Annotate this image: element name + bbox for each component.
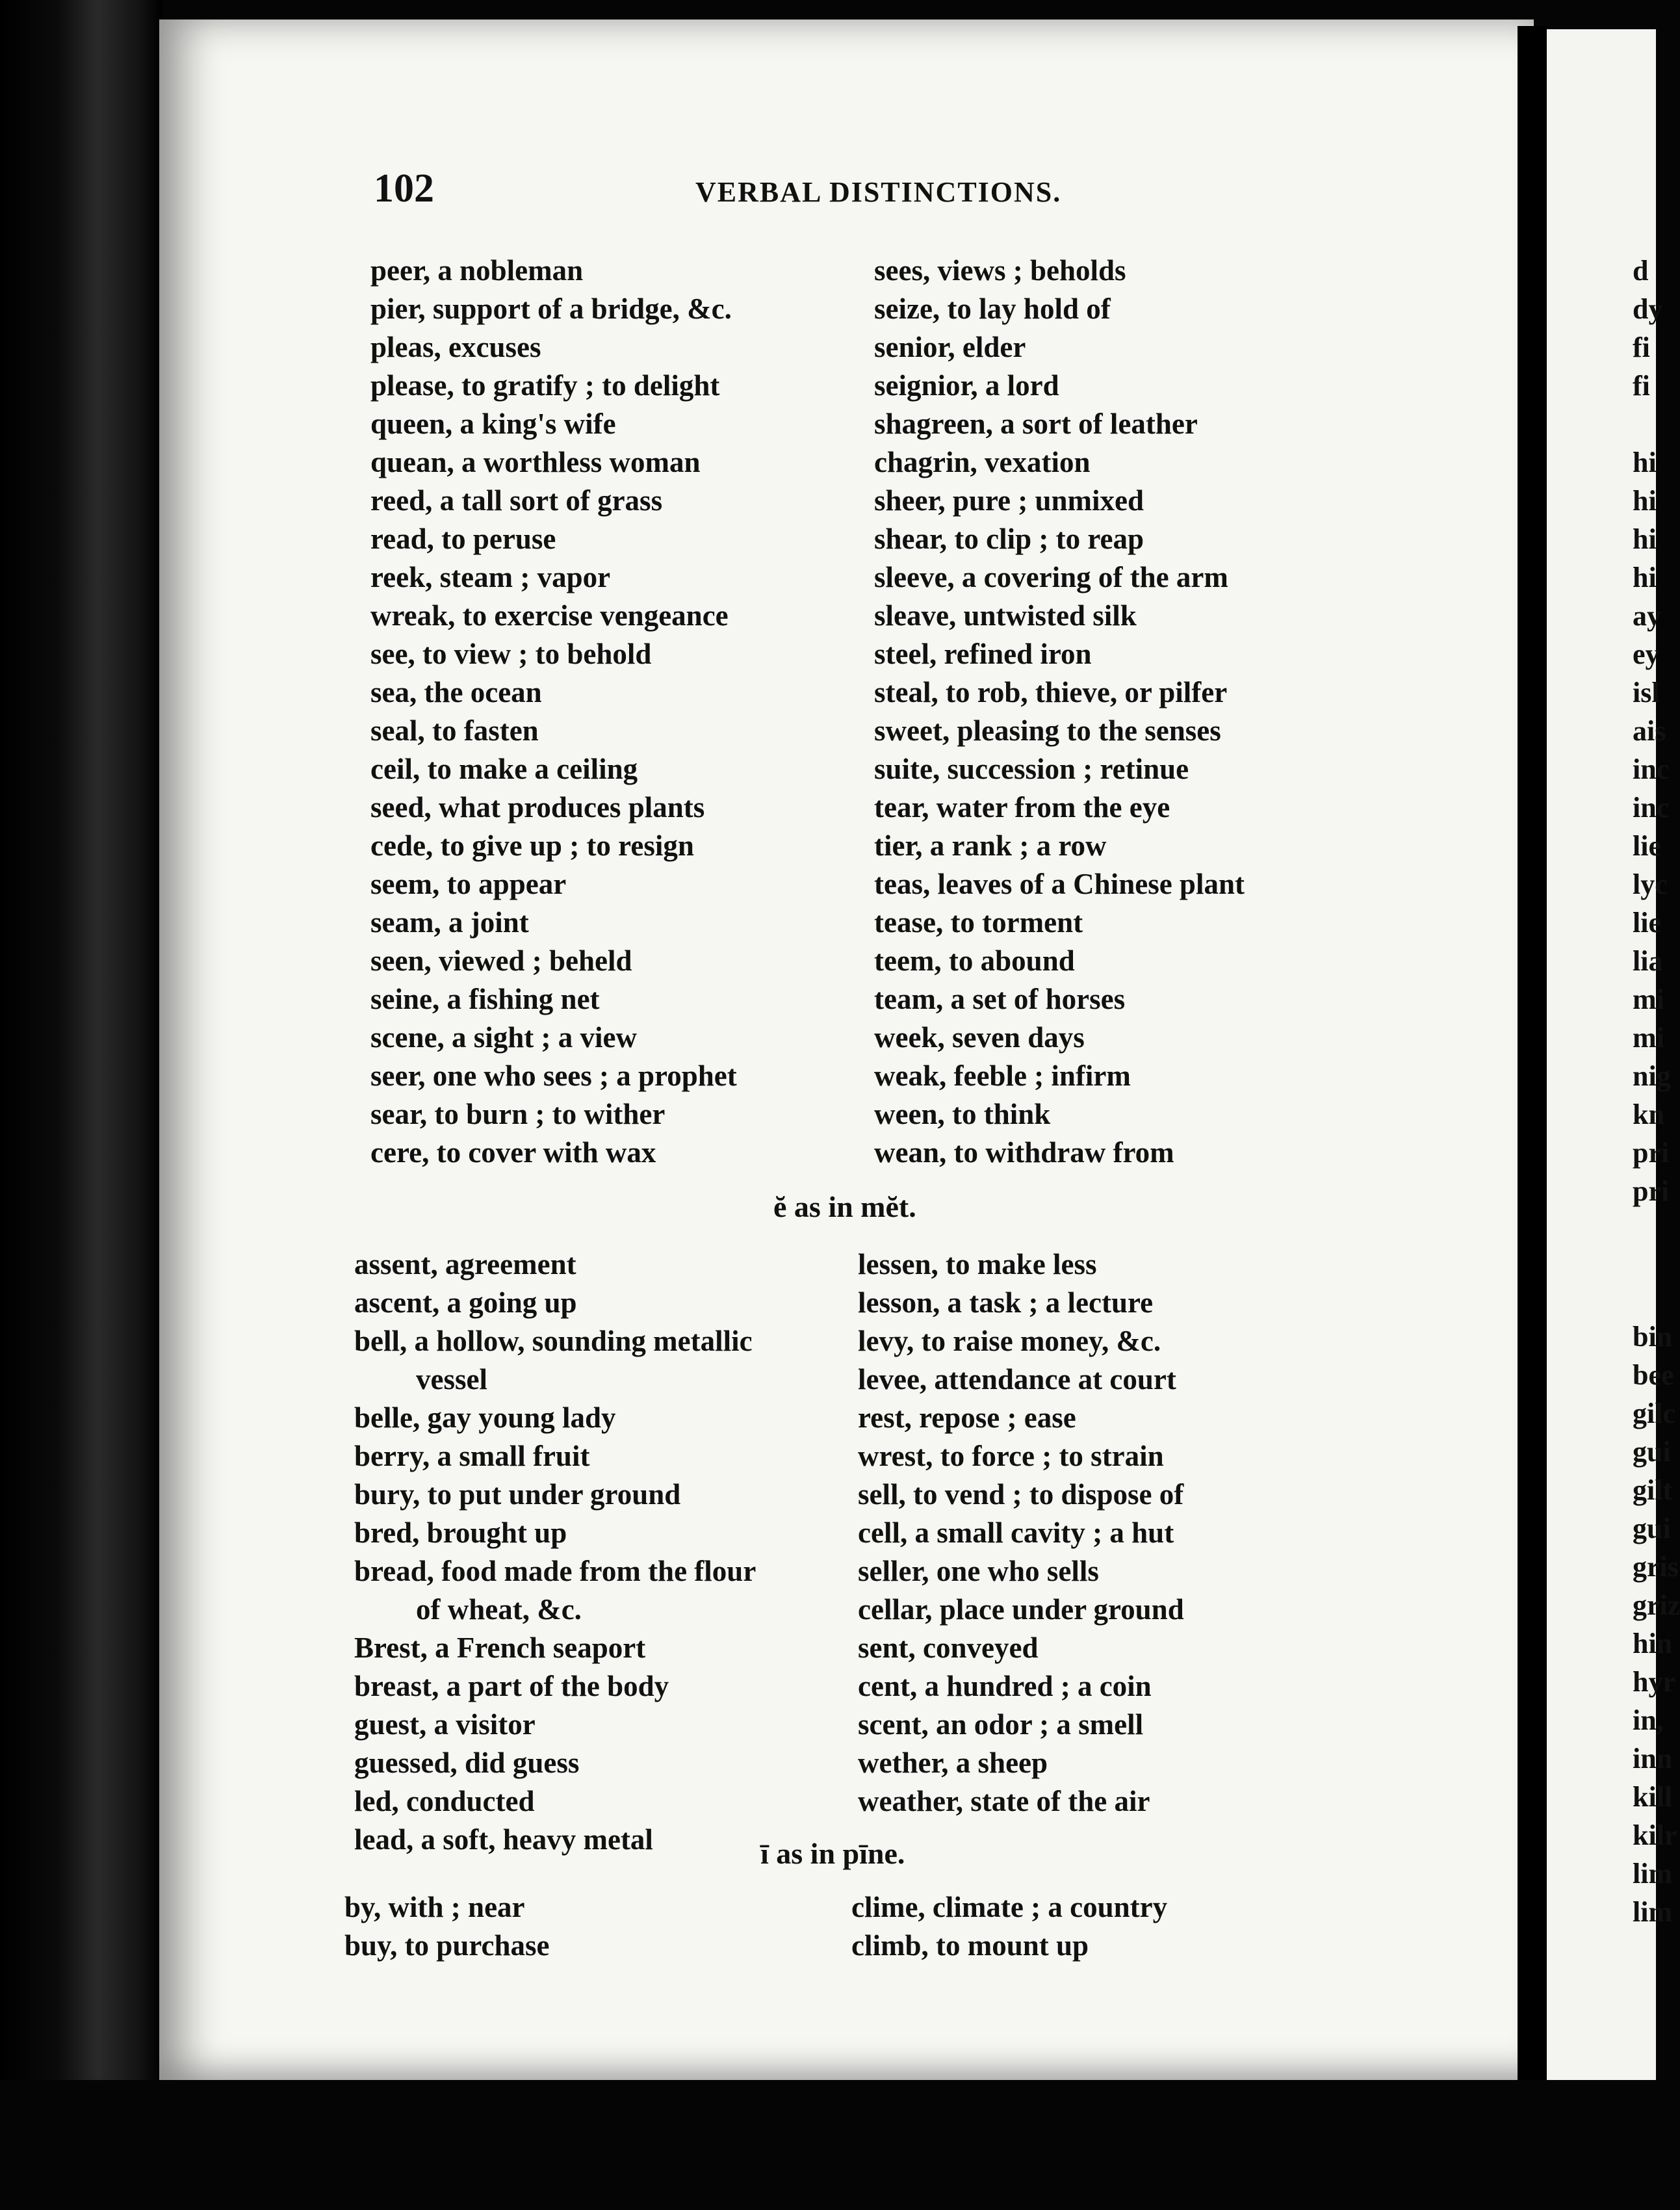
next-page-text-bottom — [1633, 1318, 1680, 1931]
entry-line: hi — [1633, 485, 1657, 517]
entry-line: cell, a small cavity ; a hut — [858, 1516, 1174, 1549]
entry-line: ascent, a going up — [354, 1286, 577, 1319]
entry-line: lim — [1633, 1858, 1673, 1890]
entry-line: sleeve, a covering of the arm — [874, 561, 1228, 593]
entry-line: inn — [1633, 1743, 1673, 1774]
entry-line: sleave, untwisted silk — [874, 599, 1137, 632]
entry-line: gui — [1633, 1436, 1671, 1468]
entry-line: fi — [1633, 370, 1650, 402]
entry-line: bell, a hollow, sounding metallic — [354, 1325, 753, 1357]
entry-line: week, seven days — [874, 1021, 1085, 1054]
entry-line: mi — [1633, 983, 1664, 1015]
entry-line: by, with ; near — [344, 1891, 525, 1923]
entry-line: cent, a hundred ; a coin — [858, 1670, 1152, 1702]
entry-line: gui — [1633, 1513, 1671, 1544]
section2-right-column — [858, 1245, 1371, 1821]
entry-line: hi — [1633, 562, 1657, 593]
entry-line: breast, a part of the body — [354, 1670, 669, 1702]
entry-line: berry, a small fruit — [354, 1440, 590, 1472]
entry-line: griz — [1633, 1589, 1680, 1621]
entry-line: tier, a rank ; a row — [874, 829, 1107, 862]
entry-line: cellar, place under ground — [858, 1593, 1184, 1626]
entry-line: senior, elder — [874, 331, 1026, 363]
entry-line: seignior, a lord — [874, 369, 1059, 402]
entry-line: bred, brought up — [354, 1516, 567, 1549]
entry-line: led, conducted — [354, 1785, 535, 1817]
entry-line: queen, a king's wife — [370, 408, 616, 440]
entry-line: seize, to lay hold of — [874, 292, 1111, 325]
entry-line: see, to view ; to behold — [370, 638, 652, 670]
entry-line: ween, to think — [874, 1098, 1051, 1130]
entry-line: seam, a joint — [370, 906, 529, 939]
entry-line: hi — [1633, 523, 1657, 555]
entry-line: weather, state of the air — [858, 1785, 1150, 1817]
entry-line: seal, to fasten — [370, 714, 539, 747]
entry-line: d — [1633, 255, 1649, 287]
entry-line: dy — [1633, 293, 1663, 325]
entry-line: shear, to clip ; to reap — [874, 523, 1144, 555]
entry-line: quean, a worthless woman — [370, 446, 701, 478]
entry-line: seer, one who sees ; a prophet — [370, 1060, 737, 1092]
entry-line: climb, to mount up — [851, 1929, 1089, 1962]
entry-line: guessed, did guess — [354, 1747, 580, 1779]
entry-line: inc — [1633, 753, 1670, 785]
entry-line: wether, a sheep — [858, 1747, 1048, 1779]
entry-line: lead, a soft, heavy metal — [354, 1823, 653, 1856]
entry-line: bin — [1633, 1321, 1673, 1353]
entry-line: vessel — [416, 1363, 487, 1396]
entry-line: levee, attendance at court — [858, 1363, 1176, 1396]
entry-line: lia — [1633, 945, 1663, 977]
book-spine-shadow — [0, 0, 162, 2210]
entry-line: teem, to abound — [874, 944, 1075, 977]
entry-line: lie — [1633, 907, 1661, 939]
entry-line: lyc — [1633, 868, 1668, 900]
entry-line: shagreen, a sort of leather — [874, 408, 1198, 440]
section1-left-column — [370, 252, 884, 1172]
entry-line: sent, conveyed — [858, 1632, 1039, 1664]
entry-line: sear, to burn ; to wither — [370, 1098, 666, 1130]
section-heading-e-short: ĕ as in mĕt. — [773, 1190, 916, 1223]
entry-line: lie — [1633, 830, 1661, 862]
entry-line: steal, to rob, thieve, or pilfer — [874, 676, 1228, 708]
entry-line: scene, a sight ; a view — [370, 1021, 637, 1054]
entry-line: cere, to cover with wax — [370, 1136, 656, 1169]
entry-line: fi — [1633, 332, 1650, 363]
entry-line: cede, to give up ; to resign — [370, 829, 694, 862]
entry-line: sea, the ocean — [370, 676, 542, 708]
entry-line: seine, a fishing net — [370, 983, 600, 1015]
entry-line: nig — [1633, 1060, 1671, 1092]
entry-line: bread, food made from the flour — [354, 1555, 756, 1587]
entry-line: peer, a nobleman — [370, 254, 584, 287]
entry-line: gris — [1633, 1551, 1679, 1583]
section-heading-i-long: ī as in pīne. — [760, 1837, 905, 1870]
entry-line: bury, to put under ground — [354, 1478, 681, 1511]
entry-line: lessen, to make less — [858, 1248, 1097, 1280]
entry-line: rest, repose ; ease — [858, 1401, 1076, 1434]
entry-line: weak, feeble ; infirm — [874, 1060, 1131, 1092]
entry-line: levy, to raise money, &c. — [858, 1325, 1161, 1357]
entry-line: wreak, to exercise vengeance — [370, 599, 729, 632]
entry-line: lesson, a task ; a lecture — [858, 1286, 1154, 1319]
entry-line: kill — [1633, 1781, 1673, 1813]
entry-line: ais — [1633, 715, 1666, 747]
entry-line: hyr — [1633, 1666, 1675, 1698]
entry-line: wean, to withdraw from — [874, 1136, 1174, 1169]
entry-line: in, — [1633, 1704, 1664, 1736]
entry-line: pier, support of a bridge, &c. — [370, 292, 732, 325]
entry-line — [1633, 405, 1656, 443]
entry-line: inc — [1633, 792, 1670, 824]
next-page-text-top — [1633, 252, 1671, 1210]
entry-line: clime, climate ; a country — [851, 1891, 1168, 1923]
entry-line: lim — [1633, 1896, 1673, 1928]
entry-line: gilt — [1633, 1474, 1673, 1506]
entry-line: isl — [1633, 677, 1660, 708]
entry-line: ay — [1633, 600, 1661, 632]
section3-left-column — [344, 1888, 858, 1965]
entry-line: Brest, a French seaport — [354, 1632, 646, 1664]
entry-line: tease, to torment — [874, 906, 1083, 939]
entry-line: hin — [1633, 1628, 1673, 1659]
entry-line: kn — [1633, 1098, 1664, 1130]
entry-line: read, to peruse — [370, 523, 556, 555]
entry-line: hi — [1633, 447, 1657, 478]
entry-line: sheer, pure ; unmixed — [874, 484, 1144, 517]
entry-line: of wheat, &c. — [416, 1593, 582, 1626]
entry-line: reed, a tall sort of grass — [370, 484, 663, 517]
entry-line: mi — [1633, 1022, 1664, 1054]
entry-line: teas, leaves of a Chinese plant — [874, 868, 1245, 900]
page-number: 102 — [374, 166, 434, 211]
section3-right-column — [851, 1888, 1365, 1965]
entry-line: sell, to vend ; to dispose of — [858, 1478, 1184, 1511]
entry-line: bee — [1633, 1359, 1674, 1391]
entry-line: assent, agreement — [354, 1248, 576, 1280]
entry-line: pri — [1633, 1175, 1670, 1207]
entry-line: gilc — [1633, 1398, 1675, 1429]
entry-line: ceil, to make a ceiling — [370, 753, 638, 785]
section1-right-column — [874, 252, 1388, 1172]
entry-line: guest, a visitor — [354, 1708, 536, 1741]
entry-line: seem, to appear — [370, 868, 567, 900]
entry-line: scent, an odor ; a smell — [858, 1708, 1144, 1741]
entry-line: sees, views ; beholds — [874, 254, 1126, 287]
entry-line: buy, to purchase — [344, 1929, 550, 1962]
entry-line: tear, water from the eye — [874, 791, 1170, 824]
entry-line: seller, one who sells — [858, 1555, 1099, 1587]
entry-line: wrest, to force ; to strain — [858, 1440, 1164, 1472]
entry-line: team, a set of horses — [874, 983, 1126, 1015]
entry-line: seen, viewed ; beheld — [370, 944, 632, 977]
section2-left-column — [354, 1245, 868, 1859]
entry-line: sweet, pleasing to the senses — [874, 714, 1221, 747]
entry-line: steel, refined iron — [874, 638, 1092, 670]
running-head: VERBAL DISTINCTIONS. — [695, 176, 1062, 208]
entry-line: suite, succession ; retinue — [874, 753, 1189, 785]
entry-line: seed, what produces plants — [370, 791, 705, 824]
scan-border-bottom — [0, 2080, 1656, 2210]
entry-line: chagrin, vexation — [874, 446, 1091, 478]
entry-line: ey — [1633, 638, 1660, 670]
entry-line: pri — [1633, 1137, 1670, 1169]
entry-line: kilr — [1633, 1819, 1677, 1851]
entry-line: please, to gratify ; to delight — [370, 369, 720, 402]
entry-line: belle, gay young lady — [354, 1401, 616, 1434]
entry-line: pleas, excuses — [370, 331, 541, 363]
book-gutter — [1518, 26, 1547, 2093]
entry-line: reek, steam ; vapor — [370, 561, 611, 593]
